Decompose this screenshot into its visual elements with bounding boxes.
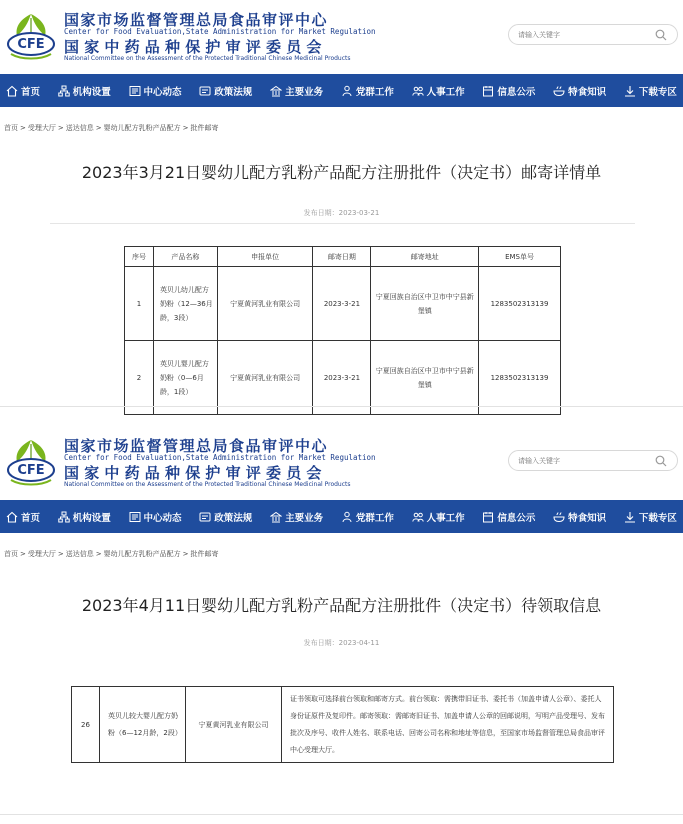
cell-no: 2 [125,341,154,415]
nav-label: 人事工作 [426,86,465,98]
breadcrumb-delivery[interactable]: 送达信息 [65,124,94,132]
cell-ems: 1283502313139 [479,341,561,415]
table-header-row [125,247,561,267]
nav-label: 首页 [21,512,41,524]
cell-ems: 1283502313139 [479,267,561,341]
panel-separator [0,406,683,407]
nav-label: 特食知识 [568,512,607,524]
logo-text: CFE [17,463,45,478]
nav-label: 主要业务 [285,86,324,98]
table-row [125,267,561,341]
breadcrumb-infant-formula[interactable]: 婴幼儿配方乳粉产品配方 [103,124,181,132]
breadcrumb-mailing[interactable]: 批件邮寄 [190,550,219,558]
nav-item-organization[interactable] [58,84,111,98]
nav-item-disclosure[interactable] [482,84,535,98]
nav-label: 特食知识 [568,86,607,98]
bottom-separator [0,814,683,815]
page-title: 2023年3月21日婴幼儿配方乳粉产品配方注册批件（决定书）邮寄详情单 [81,163,602,182]
col-header: 申报单位 [217,247,313,267]
cell-mail-date: 2023-3-21 [313,267,371,341]
food-icon [553,511,565,523]
col-header: 序号 [125,247,154,267]
nav-label: 党群工作 [355,86,394,98]
org-chart-icon [58,85,70,97]
nav-label: 主要业务 [285,512,324,524]
publish-date: 发布日期：2023-04-11 [303,639,380,647]
org-chart-icon [58,511,70,523]
download-icon [624,511,636,523]
nav-item-food-knowledge[interactable] [553,510,606,524]
nav-item-party[interactable] [341,84,394,98]
policy-icon [199,85,211,97]
nav-item-news[interactable] [129,510,182,524]
policy-icon [199,511,211,523]
col-header: 邮寄地址 [371,247,479,267]
nav-item-home[interactable] [6,510,40,524]
nav-label: 政策法规 [214,512,253,524]
nav-item-hr[interactable] [412,84,465,98]
breadcrumb-hall[interactable]: 受理大厅 [27,124,56,132]
person-icon [341,511,353,523]
cell-address: 宁夏回族自治区中卫市中宁县新堡镇 [371,341,479,415]
nav-label: 下载专区 [638,86,677,98]
nav-label: 信息公示 [497,512,536,524]
nav-item-download[interactable] [624,510,677,524]
nav-item-food-knowledge[interactable] [553,84,606,98]
nav-item-party[interactable] [341,510,394,524]
cell-applicant: 宁夏黄河乳业有限公司 [217,341,313,415]
search-input[interactable] [518,28,648,42]
org-name-cn-1: 国家市场监督管理总局食品审评中心 [64,437,329,455]
site-header [0,0,683,74]
nav-label: 人事工作 [426,512,465,524]
cell-no: 26 [72,687,100,763]
search-icon[interactable] [655,29,667,41]
breadcrumb-separator: > [20,550,26,558]
org-name-cn-2: 国家中药品种保护审评委员会 [64,464,327,482]
table-row [125,341,561,415]
cell-applicant: 宁夏黄河乳业有限公司 [217,267,313,341]
cfe-logo-icon[interactable] [5,10,57,62]
page-panel-2 [0,426,683,824]
breadcrumb-home[interactable]: 首页 [4,550,18,558]
nav-label: 中心动态 [143,512,182,524]
download-icon [624,85,636,97]
nav-item-policy[interactable] [199,510,252,524]
nav-label: 信息公示 [497,86,536,98]
nav-item-home[interactable] [6,84,40,98]
building-icon [270,511,282,523]
breadcrumb [4,549,219,559]
nav-item-disclosure[interactable] [482,510,535,524]
search-box [508,24,678,45]
nav-label: 党群工作 [355,512,394,524]
page-title: 2023年4月11日婴幼儿配方乳粉产品配方注册批件（决定书）待领取信息 [81,596,602,615]
person-icon [341,85,353,97]
nav-label: 首页 [21,86,41,98]
breadcrumb-separator: > [182,550,189,558]
home-icon [6,85,18,97]
breadcrumb-hall[interactable]: 受理大厅 [27,550,56,558]
nav-item-business[interactable] [270,510,323,524]
cfe-logo-icon[interactable] [5,436,57,488]
news-icon [129,85,141,97]
breadcrumb-separator: > [57,550,64,558]
home-icon [6,511,18,523]
food-icon [553,85,565,97]
nav-label: 下载专区 [638,512,677,524]
publish-date: 发布日期：2023-03-21 [303,209,380,217]
nav-label: 机构设置 [72,86,111,98]
search-icon[interactable] [655,455,667,467]
people-icon [412,511,424,523]
nav-label: 政策法规 [214,86,253,98]
nav-item-download[interactable] [624,84,677,98]
breadcrumb-infant-formula[interactable]: 婴幼儿配方乳粉产品配方 [103,550,181,558]
main-nav [0,74,683,107]
cell-product: 英贝儿婴儿配方奶粉（0—6月龄，1段） [153,341,217,415]
nav-item-organization[interactable] [58,510,111,524]
cell-address: 宁夏回族自治区中卫市中宁县新堡镇 [371,267,479,341]
search-box [508,450,678,471]
nav-item-policy[interactable] [199,84,252,98]
divider [50,223,635,224]
cell-product: 英贝儿幼儿配方奶粉（12—36月龄，3段） [153,267,217,341]
breadcrumb-separator: > [95,124,102,132]
nav-label: 中心动态 [143,86,182,98]
main-nav [0,500,683,533]
cell-applicant: 宁夏黄河乳业有限公司 [186,687,282,763]
breadcrumb-separator: > [57,124,64,132]
org-name-en-2: National Committee on the Assessment of the Protected Traditional Chinese Medicinal Products [64,55,351,62]
breadcrumb [4,123,219,133]
logo-text: CFE [17,37,45,52]
nav-item-news[interactable] [129,84,182,98]
nav-item-hr[interactable] [412,510,465,524]
cell-pickup-notice: 证书领取可选择前台领取和邮寄方式。前台领取：需携带旧证书、委托书（加盖申请人公章）、委托人身份证原件及复印件。邮寄领取：需邮寄旧证书、加盖申请人公章的回邮说明，写明产品受理号、发布批次及序号、收件人姓名、联系电话、回寄公司名称和地址等信息，至国家市场监督管理总局食品审评中心受理大厅。 [282,687,614,763]
org-name-cn-2: 国家中药品种保护审评委员会 [64,38,327,56]
nav-item-business[interactable] [270,84,323,98]
cell-product: 英贝儿较大婴儿配方奶粉（6—12月龄，2段） [100,687,186,763]
search-input[interactable] [518,454,648,468]
org-name-en-1: Center for Food Evaluation,State Administration for Market Regulation [64,453,376,462]
pickup-table [71,686,614,763]
org-name-cn-1: 国家市场监督管理总局食品审评中心 [64,11,329,29]
cell-no: 1 [125,267,154,341]
notice-icon [482,511,494,523]
mailing-table [124,246,561,415]
notice-icon [482,85,494,97]
org-name-en-2: National Committee on the Assessment of the Protected Traditional Chinese Medicinal Products [64,481,351,488]
col-header: 邮寄日期 [313,247,371,267]
breadcrumb-separator: > [20,124,26,132]
building-icon [270,85,282,97]
page-panel-1 [0,0,683,406]
breadcrumb-separator: > [182,124,189,132]
table-row [72,687,614,763]
news-icon [129,511,141,523]
breadcrumb-separator: > [95,550,102,558]
cell-mail-date: 2023-3-21 [313,341,371,415]
breadcrumb-delivery[interactable]: 送达信息 [65,550,94,558]
breadcrumb-home[interactable]: 首页 [4,124,18,132]
site-header [0,426,683,500]
col-header: 产品名称 [153,247,217,267]
col-header: EMS单号 [479,247,561,267]
org-name-en-1: Center for Food Evaluation,State Administration for Market Regulation [64,27,376,36]
nav-label: 机构设置 [72,512,111,524]
people-icon [412,85,424,97]
breadcrumb-mailing[interactable]: 批件邮寄 [190,124,219,132]
